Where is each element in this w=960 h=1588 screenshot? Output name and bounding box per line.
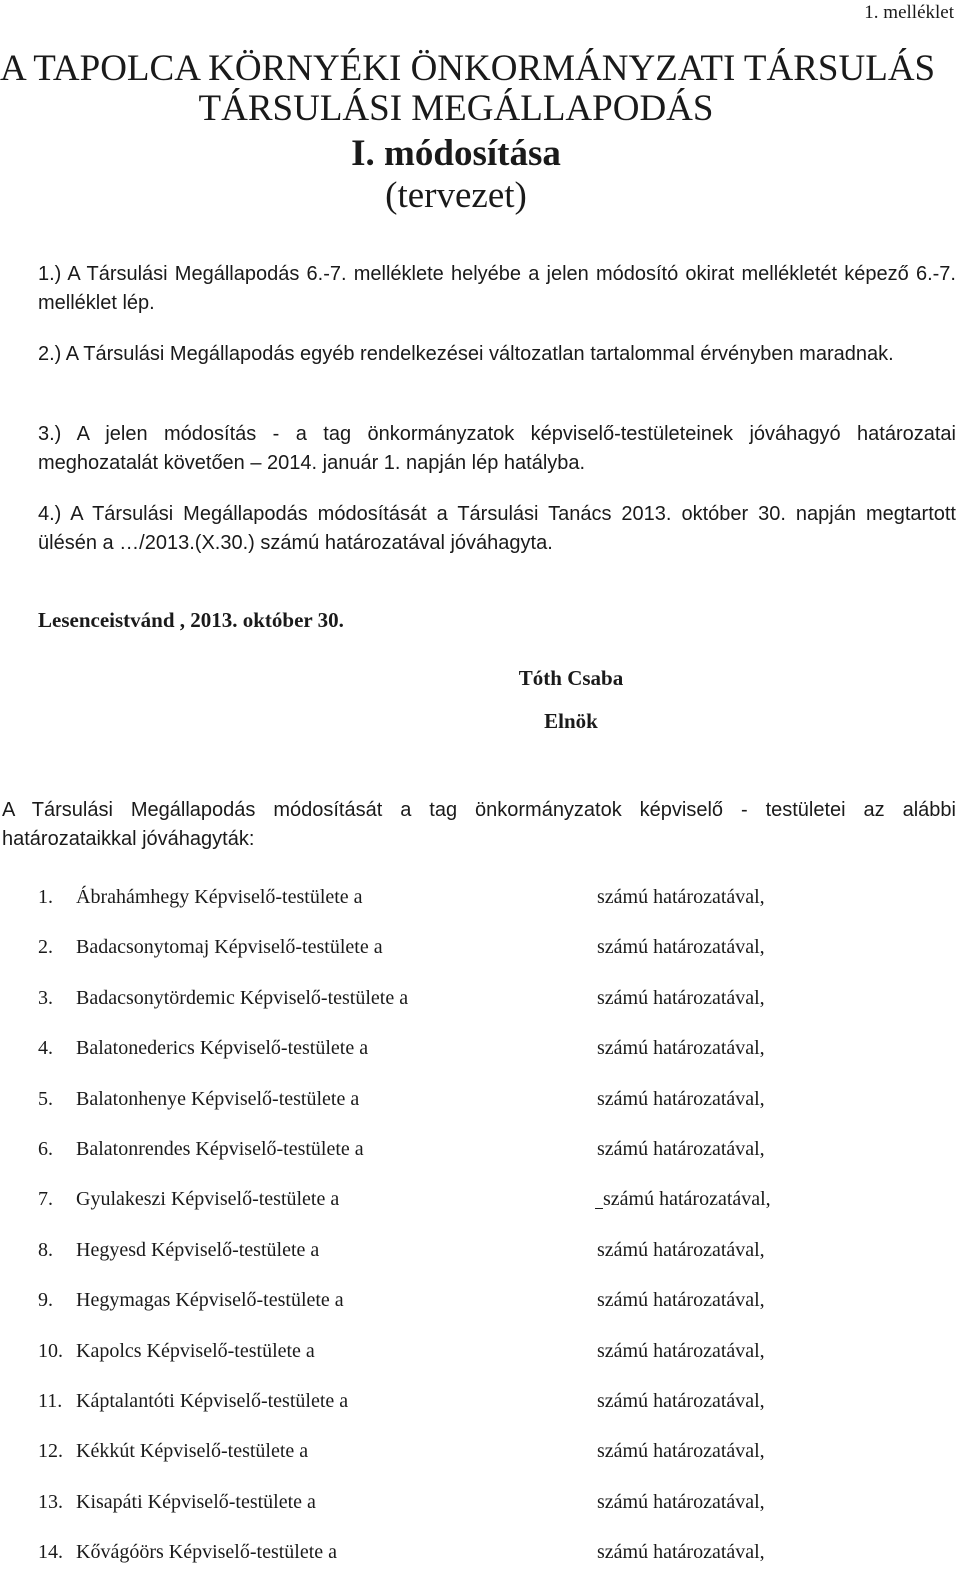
list-item-body: Balatonhenye Képviselő-testülete a [76, 1087, 360, 1110]
list-item-number: 2. [38, 936, 53, 959]
list-item-number: 13. [38, 1490, 63, 1513]
list-item [38, 1437, 938, 1487]
signatory-name: Tóth Csaba [518, 666, 624, 690]
list-item-number: 9. [38, 1289, 53, 1312]
list-item-body: Balatonederics Képviselő-testülete a [76, 1037, 369, 1060]
paragraph-1: 1.) A Társulási Megállapodás 6.-7. melléklete helyébe a jelen módosító okirat mellékletét képező 6.-7. melléklet lép. [38, 263, 956, 314]
list-item [38, 883, 938, 933]
list-item-body: Hegyesd Képviselő-testülete a [76, 1238, 320, 1261]
list-item-resolution: számú határozatával, [597, 936, 765, 959]
list-item-body: Hegymagas Képviselő-testülete a [76, 1289, 344, 1312]
approval-intro: A Társulási Megállapodás módosítását a tag önkormányzatok képviselő - testületei az alábbi határozataikkal jóváhagyták: [2, 799, 956, 850]
list-item-number: 6. [38, 1137, 53, 1160]
list-item [38, 1286, 938, 1336]
paragraph-4: 4.) A Társulási Megállapodás módosítását a Társulási Tanács 2013. október 30. napján megtartott ülésén a …/2013.(X.30.) számú határozatával jóváhagyta. [38, 503, 956, 554]
list-item [38, 1085, 938, 1135]
list-item-resolution: számú határozatával, [597, 986, 765, 1009]
list-item-resolution: számú határozatával, [597, 1389, 765, 1412]
title-line-agreement: TÁRSULÁSI MEGÁLLAPODÁS [198, 88, 714, 129]
list-item [38, 1034, 938, 1084]
title-line-draft: (tervezet) [385, 175, 527, 216]
list-item [38, 1185, 938, 1235]
place-date: Lesenceistvánd , 2013. október 30. [38, 608, 344, 632]
paragraph-3: 3.) A jelen módosítás - a tag önkormányzatok képviselő-testületeinek jóváhagyó határozatai meghozatalát követően – 2014. január 1. napján lép hatályba. [38, 423, 956, 474]
list-item-body: Káptalantóti Képviselő-testülete a [76, 1389, 349, 1412]
list-item-resolution: számú határozatával, [597, 1087, 765, 1110]
list-item [38, 1538, 938, 1588]
list-item-resolution: számú határozatával, [597, 1137, 765, 1160]
list-item-resolution: számú határozatával, [597, 886, 765, 908]
list-item [38, 1488, 938, 1538]
annex-label: 1. melléklet [864, 2, 954, 23]
list-item-body: Gyulakeszi Képviselő-testülete a [76, 1188, 340, 1211]
title-line-organization: A TAPOLCA KÖRNYÉKI ÖNKORMÁNYZATI TÁRSULÁS [0, 48, 936, 89]
list-item-number: 5. [38, 1087, 53, 1110]
list-item-resolution: számú határozatával, [597, 1037, 765, 1060]
list-item-number: 3. [38, 986, 53, 1009]
list-item-number: 12. [38, 1440, 63, 1463]
list-item-body: Kapolcs Képviselő-testülete a [76, 1339, 315, 1362]
list-item-number: 4. [38, 1037, 53, 1060]
signatory-title: Elnök [544, 709, 598, 733]
list-item-body: Kékkút Képviselő-testülete a [76, 1440, 309, 1463]
list-item-body: Balatonrendes Képviselő-testülete a [76, 1137, 364, 1160]
list-item-resolution: számú határozatával, [597, 1289, 765, 1312]
paragraph-2: 2.) A Társulási Megállapodás egyéb rendelkezései változatlan tartalommal érvényben maradnak. [38, 343, 894, 365]
list-item-body: Kisapáti Képviselő-testülete a [76, 1490, 316, 1513]
list-item [38, 1387, 938, 1437]
list-item-resolution: számú határozatával, [597, 1541, 765, 1564]
list-item [38, 1337, 938, 1387]
list-item-body: Badacsonytördemic Képviselő-testülete a [76, 986, 409, 1009]
list-item [38, 1236, 938, 1286]
list-item-body: Kővágóörs Képviselő-testülete a [76, 1541, 338, 1564]
list-item-resolution-text: számú határozatával, [603, 1188, 771, 1211]
approval-list [38, 883, 938, 1588]
list-item [38, 1135, 938, 1185]
list-item-number: 1. [38, 886, 53, 908]
list-item-number: 11. [38, 1389, 63, 1412]
list-item-resolution: számú határozatával, [597, 1339, 765, 1362]
list-item-number: 10. [38, 1339, 63, 1362]
list-item-resolution [595, 1185, 771, 1213]
list-item-number: 14. [38, 1541, 63, 1564]
list-item [38, 984, 938, 1034]
list-item-resolution: számú határozatával, [597, 1490, 765, 1513]
list-item-resolution: számú határozatával, [597, 1238, 765, 1261]
list-item-resolution: számú határozatával, [597, 1440, 765, 1463]
list-item-number: 7. [38, 1188, 53, 1211]
list-item-body: Badacsonytomaj Képviselő-testülete a [76, 936, 383, 959]
list-item-body: Ábrahámhegy Képviselő-testülete a [76, 886, 363, 908]
title-line-amendment: I. módosítása [351, 133, 561, 174]
list-item-number: 8. [38, 1238, 53, 1261]
list-item [38, 933, 938, 983]
